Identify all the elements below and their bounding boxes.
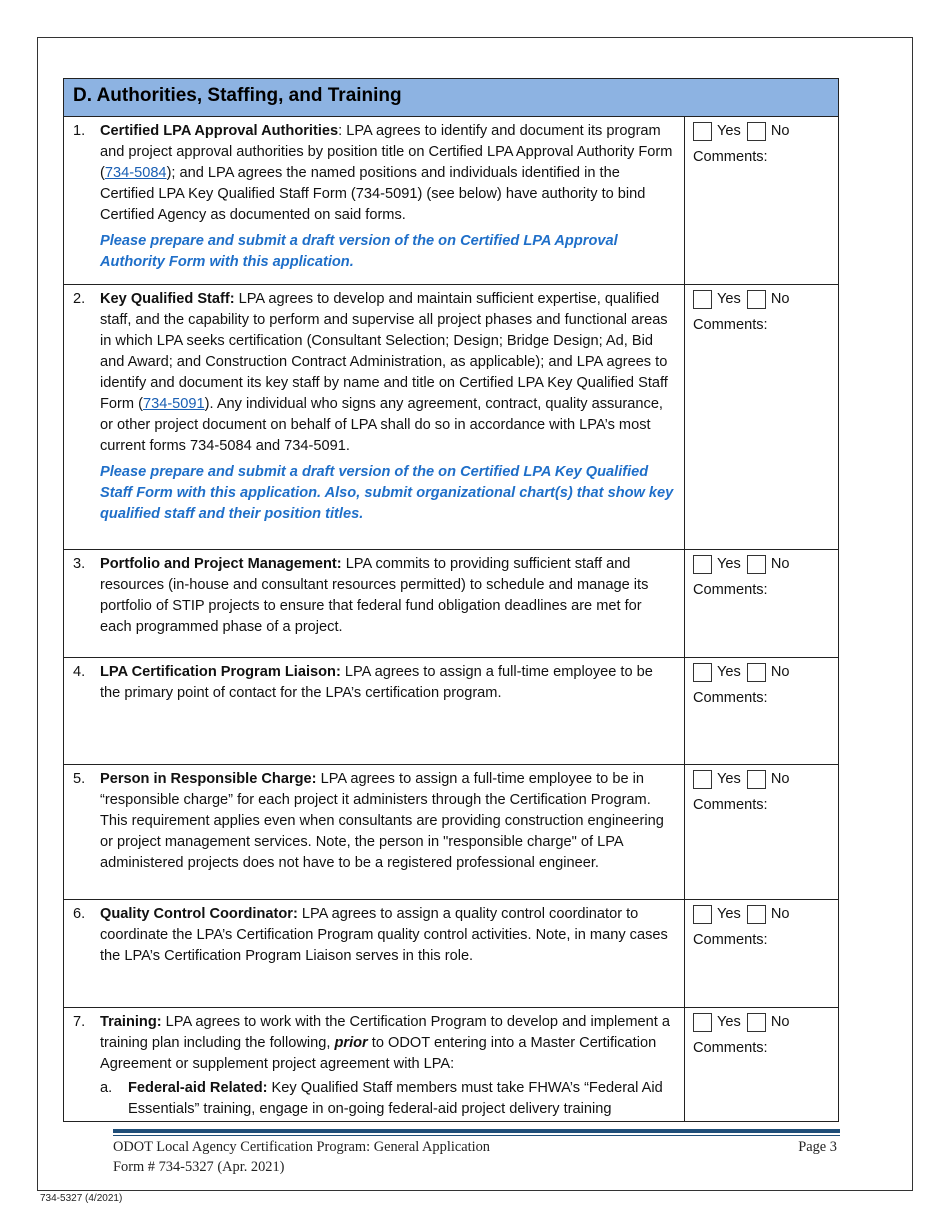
table-row [64, 765, 839, 900]
item-text: LPA agrees to work with the Certification Program to develop and implement a training plan including the following, [100, 1014, 670, 1051]
item-number: 5. [73, 771, 86, 787]
no-checkbox[interactable] [747, 905, 766, 924]
no-label: No [770, 771, 790, 787]
list-item [64, 658, 684, 704]
item-heading: Training: [100, 1014, 162, 1030]
item-emphasis: prior [334, 1035, 368, 1051]
item-heading: Quality Control Coordinator: [100, 906, 298, 922]
list-item [64, 550, 684, 638]
no-checkbox[interactable] [747, 555, 766, 574]
item-text: ); and LPA agrees the named positions and individuals identified in the Certified LPA Key Qualified Staff Form (734-5091) (see below) have authority to bind Certified Agency as documented on said forms. [100, 165, 646, 223]
item-text: to ODOT entering into a Master Certification Agreement or supplement project agreement with LPA: [100, 1035, 657, 1072]
yes-checkbox[interactable] [693, 555, 712, 574]
sub-item-heading: Federal-aid Related: [128, 1080, 268, 1096]
item-heading: Person in Responsible Charge: [100, 771, 317, 787]
comments-label: Comments: [693, 932, 768, 948]
yes-label: Yes [717, 906, 741, 922]
response-cell [685, 285, 839, 550]
sub-item-letter: a. [100, 1080, 113, 1096]
item-text: LPA agrees to assign a full-time employee to be the primary point of contact for the LPA’s certification program. [100, 664, 653, 701]
item-text: LPA agrees to assign a quality control coordinator to coordinate the LPA’s Certification Program quality control activities. Note, in many cases the LPA’s Certification Program Liaison serves in this role. [100, 906, 668, 964]
footer-divider [113, 1129, 840, 1133]
comments-label: Comments: [693, 317, 768, 333]
item-number: 6. [73, 906, 86, 922]
table-row [64, 285, 839, 550]
section-title: D. Authorities, Staffing, and Training [64, 79, 839, 117]
response-cell [685, 658, 839, 765]
table-row [64, 117, 839, 285]
form-link-734-5084[interactable]: 734-5084 [104, 165, 167, 181]
item-note: Please prepare and submit a draft version of the on Certified LPA Key Qualified Staff Form with this application. Also, submit organizational chart(s) that show key qualified staff and their position titles. [100, 464, 674, 522]
yes-checkbox[interactable] [693, 122, 712, 141]
yes-checkbox[interactable] [693, 663, 712, 682]
item-heading: Key Qualified Staff: [100, 291, 235, 307]
no-checkbox[interactable] [747, 290, 766, 309]
yes-label: Yes [717, 771, 741, 787]
yes-checkbox[interactable] [693, 770, 712, 789]
table-row [64, 1008, 839, 1122]
item-text: LPA agrees to develop and maintain sufficient expertise, qualified staff, and the capability to perform and supervise all project phases and functional areas in which LPA seeks certification (Consultant Selection; Design; Bridge Design; Ad, Bid and Award; and Construction Contract Administration, as applicable); and LPA agrees to identify and document its key staff by name and title on Certified LPA Key Qualified Staff Form ( [100, 291, 668, 412]
yes-label: Yes [717, 556, 741, 572]
comments-label: Comments: [693, 582, 768, 598]
response-cell [685, 117, 839, 285]
response-cell [685, 900, 839, 1008]
no-checkbox[interactable] [747, 122, 766, 141]
item-text: LPA commits to providing sufficient staff and resources (in-house and consultant resources permitted) to schedule and manage its portfolio of STIP projects to ensure that federal fund obligation deadlines are met for each programmed phase of a project. [100, 556, 649, 635]
no-label: No [770, 291, 790, 307]
no-checkbox[interactable] [747, 663, 766, 682]
list-item [64, 285, 684, 525]
list-item [64, 900, 684, 967]
item-heading: LPA Certification Program Liaison: [100, 664, 341, 680]
table-row [64, 658, 839, 765]
no-label: No [770, 123, 790, 139]
section-header-row [64, 79, 839, 117]
yes-label: Yes [717, 123, 741, 139]
response-cell [685, 1008, 839, 1122]
response-cell [685, 765, 839, 900]
item-text: LPA agrees to assign a full-time employee to be in “responsible charge” for each project it administers through the Certification Program. This requirement applies even when consultants are providing construction engineering or project management services. Note, the person in "responsible charge" of LPA administered projects does not have to be a registered professional engineer. [100, 771, 664, 871]
yes-label: Yes [717, 291, 741, 307]
authorities-table [63, 78, 839, 1122]
item-text: : LPA agrees to identify and document its program and project approval authorities by position title on Certified LPA Approval Authority Form ( [100, 123, 673, 181]
no-checkbox[interactable] [747, 770, 766, 789]
list-item [64, 1008, 684, 1118]
no-label: No [770, 556, 790, 572]
item-heading: Certified LPA Approval Authorities [100, 123, 339, 139]
no-checkbox[interactable] [747, 1013, 766, 1032]
item-number: 3. [73, 556, 86, 572]
yes-checkbox[interactable] [693, 1013, 712, 1032]
item-text: ). Any individual who signs any agreement, contract, quality assurance, or other project document on behalf of LPA shall do so in accordance with LPA’s most current forms 734-5084 and 734-5091. [100, 396, 663, 454]
page-number: Page 3 [798, 1139, 837, 1155]
response-cell [685, 550, 839, 658]
yes-checkbox[interactable] [693, 905, 712, 924]
list-item [64, 117, 684, 273]
table-row [64, 550, 839, 658]
no-label: No [770, 906, 790, 922]
footer-program-info [113, 1137, 490, 1177]
comments-label: Comments: [693, 690, 768, 706]
item-heading: Portfolio and Project Management: [100, 556, 342, 572]
item-number: 4. [73, 664, 86, 680]
item-number: 7. [73, 1014, 86, 1030]
list-item [64, 765, 684, 874]
footer-line-2: Form # 734-5327 (Apr. 2021) [113, 1159, 285, 1175]
footer-line-1: ODOT Local Agency Certification Program: General Application [113, 1139, 490, 1155]
sub-item-text: Key Qualified Staff members must take FHWA’s “Federal Aid Essentials” training, engage in on-going federal-aid project delivery training [128, 1080, 663, 1117]
item-number: 2. [73, 291, 86, 307]
no-label: No [770, 664, 790, 680]
item-note: Please prepare and submit a draft version of the on Certified LPA Approval Authority Form with this application. [100, 233, 618, 270]
no-label: No [770, 1014, 790, 1030]
form-id: 734-5327 (4/2021) [40, 1193, 123, 1204]
yes-label: Yes [717, 1014, 741, 1030]
comments-label: Comments: [693, 1040, 768, 1056]
yes-label: Yes [717, 664, 741, 680]
sub-list-item [100, 1078, 676, 1118]
footer-divider-thin [113, 1135, 840, 1136]
item-number: 1. [73, 123, 86, 139]
comments-label: Comments: [693, 797, 768, 813]
table-row [64, 900, 839, 1008]
form-link-734-5091[interactable]: 734-5091 [142, 396, 205, 412]
comments-label: Comments: [693, 149, 768, 165]
yes-checkbox[interactable] [693, 290, 712, 309]
